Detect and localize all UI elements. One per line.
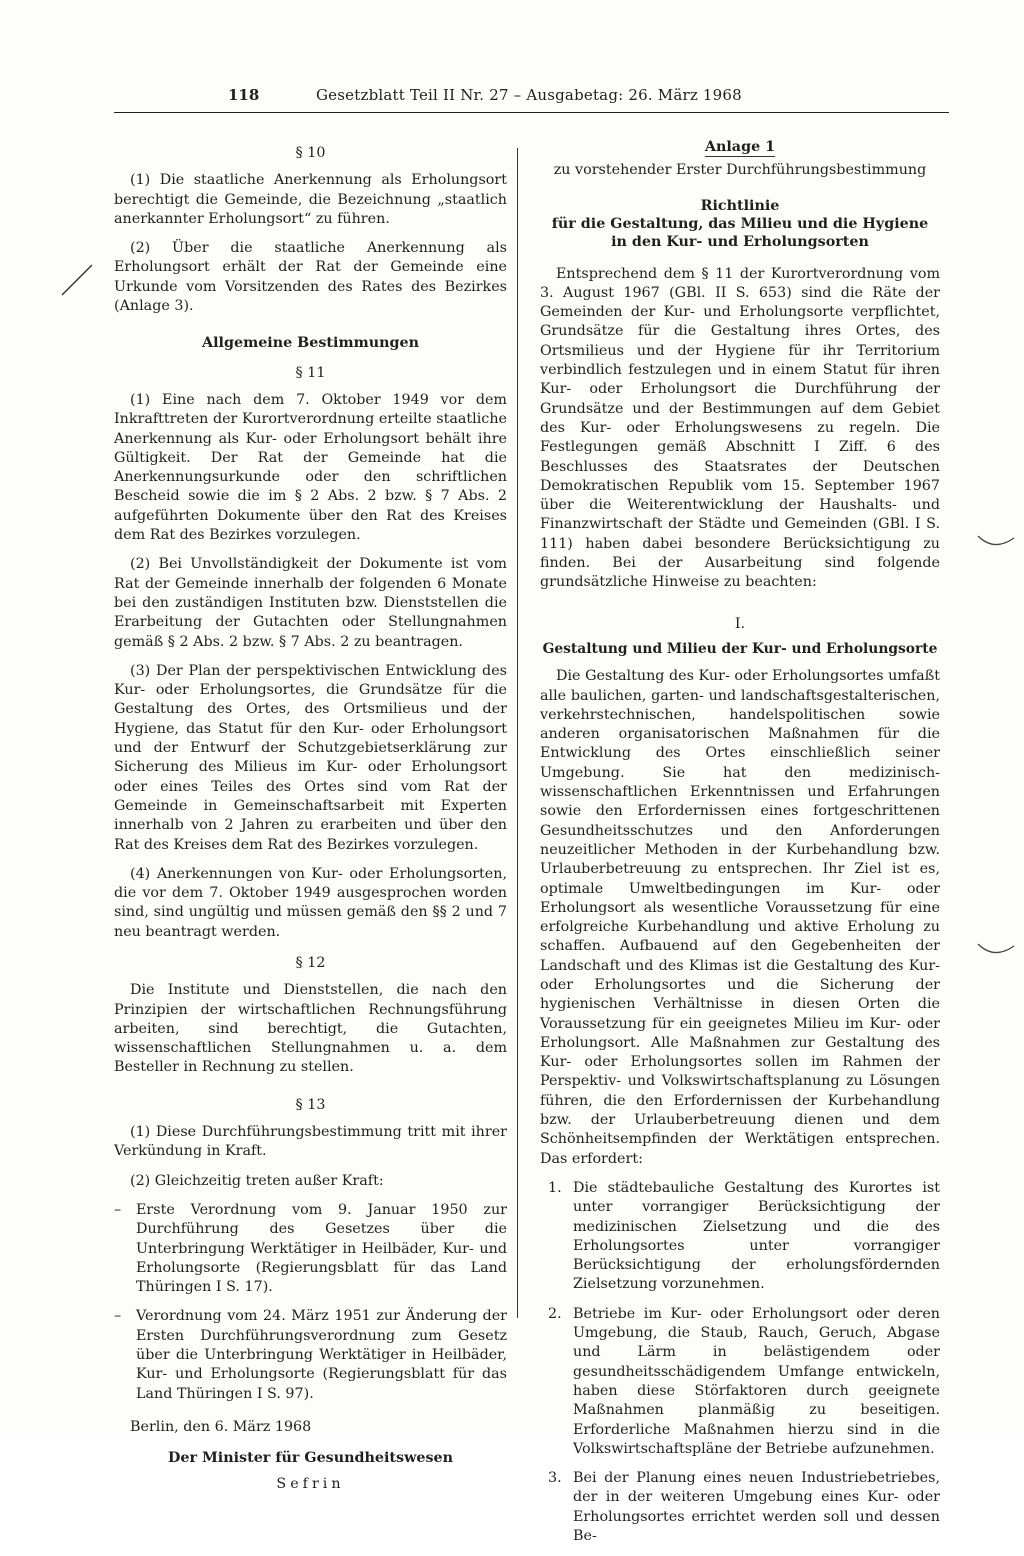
section-11-label: § 11 bbox=[295, 364, 326, 381]
section-11-paragraph-2: (2) Bei Unvollständigkeit der Dokumente ist vom Rat der Gemeinde innerhalb der folgenden 6 Monate bei den zuständigen Instituten bzw. Dienststellen die Erarbeitung der Gutachten oder Stellungnahmen gemäß § 2 Abs. 2 bzw. § 7 Abs. 2 zu beantragen. bbox=[114, 556, 507, 650]
annex-label bbox=[540, 138, 940, 157]
signature-name: Sefrin bbox=[276, 1475, 345, 1492]
item-text: Die städtebauliche Gestaltung des Kurortes ist unter vorrangiger Berücksichtigung der medizinischen Zielsetzung und die des Erholungsortes unter vorrangiger Berücksichtigung der erholungsfördernden Zielsetzung vorzunehmen. bbox=[573, 1179, 940, 1293]
item-text: Betriebe im Kur- oder Erholungsort oder deren Umgebung, die Staub, Rauch, Geruch, Abgase und Lärm in belästigendem oder gesundheitsschädigendem Umfange entwickeln, haben diese Störfaktoren durch geeignete Maßnahmen planmäßig zu beseitigen. Erforderliche Maßnahmen hierzu sind in die Volkswirtschaftspläne der Betriebe aufzunehmen. bbox=[573, 1305, 940, 1457]
section-10-paragraph-2: (2) Über die staatliche Anerkennung als Erholungsort erhält der Rat der Gemeinde eine Urkunde vom Vorsitzenden des Rates des Bezirkes (Anlage 3). bbox=[114, 240, 507, 315]
dash-marker: – bbox=[114, 1308, 122, 1325]
page-number: 118 bbox=[228, 86, 260, 104]
section-12-label: § 12 bbox=[295, 954, 326, 971]
section-13-paragraph-2: (2) Gleichzeitig treten außer Kraft: bbox=[130, 1172, 384, 1189]
section-13-label: § 13 bbox=[295, 1096, 326, 1113]
repealed-item-text: Verordnung vom 24. März 1951 zur Änderung der Ersten Durchführungsverordnung zum Gesetz über die Unterbringung Werktätiger in Heilbäder, Kur- und Erholungsorte (Regierungsblatt für das Land Thüringen I S. 97). bbox=[136, 1308, 507, 1402]
pen-mark bbox=[56, 262, 96, 298]
right-column bbox=[540, 138, 940, 1556]
margin-curve-mark bbox=[976, 530, 1018, 554]
section-10-label: § 10 bbox=[295, 145, 326, 161]
column-divider bbox=[517, 148, 518, 1318]
item-text: Bei der Planung eines neuen Industriebetriebes, der in der weiteren Umgebung eines Kur- oder Erholungsortes errichtet werden soll und dessen Be- bbox=[573, 1470, 940, 1544]
section-roman-numeral: I. bbox=[734, 615, 746, 632]
numbered-item bbox=[540, 1469, 940, 1546]
place-and-date: Berlin, den 6. März 1968 bbox=[130, 1418, 312, 1435]
item-number: 3. bbox=[548, 1470, 562, 1487]
section-13-paragraph-1: (1) Diese Durchführungsbestimmung tritt mit ihrer Verkündung in Kraft. bbox=[114, 1124, 507, 1160]
dash-marker: – bbox=[114, 1201, 122, 1218]
header-title: Gesetzblatt Teil II Nr. 27 – Ausgabetag: 26. März 1968 bbox=[316, 86, 742, 104]
section-heading: Gestaltung und Milieu der Kur- und Erholungsorte bbox=[542, 640, 938, 657]
repealed-item bbox=[114, 1307, 507, 1403]
guideline-title-line-3: in den Kur- und Erholungsorten bbox=[611, 233, 869, 250]
numbered-item bbox=[540, 1305, 940, 1459]
repealed-item-text: Erste Verordnung vom 9. Januar 1950 zur Durchführung des Gesetzes über die Unterbringung Werktätiger in Heilbäder, Kur- und Erholungsorte (Regierungsblatt für das Land Thüringen I S. 17). bbox=[136, 1201, 507, 1296]
section-10-paragraph-1: (1) Die staatliche Anerkennung als Erholungsort berechtigt die Gemeinde, die Bezeichnung „staatlich anerkannter Erholungsort“ zu führen. bbox=[114, 172, 507, 227]
intro-paragraph: Entsprechend dem § 11 der Kurortverordnung vom 3. August 1967 (GBl. II S. 653) sind die Räte der Gemeinden der Kur- und Erholungsorte verpflichtet, Grundsätze für die Gestaltung ihres Ortes, des Ortsmilieus und der Hygiene für ihr Territorium verbindlich festzulegen und in einem Statut für ihren Kur- oder Erholungsort die Durchführung der Grundsätze und der Bestimmungen auf dem Gebiet des Kur- oder Erholungswesens zu regeln. Die Festlegungen gemäß Abschnitt I Ziff. 6 des Beschlusses des Staatsrates der Deutschen Demokratischen Republik vom 15. September 1967 über die Weiterentwicklung der Haushalts- und Finanzwirtschaft der Städte und Gemeinden (GBl. I S. 111) haben dabei besondere Berücksichtigung zu finden. Bei der Ausarbeitung sind folgende grundsätzliche Hinweise zu beachten: bbox=[540, 265, 940, 591]
guideline-title bbox=[540, 197, 940, 251]
margin-curve-mark bbox=[976, 938, 1018, 962]
item-number: 1. bbox=[548, 1179, 562, 1196]
item-number: 2. bbox=[548, 1305, 562, 1322]
guideline-title-line-2: für die Gestaltung, das Milieu und die Hygiene bbox=[551, 215, 929, 232]
left-column bbox=[114, 138, 507, 1494]
signature-title: Der Minister für Gesundheitswesen bbox=[167, 1450, 454, 1467]
numbered-item bbox=[540, 1179, 940, 1295]
annex-subtitle: zu vorstehender Erster Durchführungsbestimmung bbox=[553, 162, 927, 179]
section-12-paragraph-1: Die Institute und Dienststellen, die nach den Prinzipien der wirtschaftlichen Rechnungsführung arbeiten, sind berechtigt, die Gutachten, wissenschaftlichen Stellungnahmen u. a. dem Besteller in Rechnung zu stellen. bbox=[114, 982, 507, 1076]
section-body: Die Gestaltung des Kur- oder Erholungsortes umfaßt alle baulichen, garten- und landschaftsgestalterischen, verkehrstechnischen, handelspolitischen sowie anderen organisatorischen Maßnahmen für die Entwicklung des Ortes einschließlich seiner Umgebung. Sie hat den medizinisch-wissenschaftlichen Erkenntnissen und Erfahrungen sowie den Erfordernissen eines fortgeschrittenen Gesundheitsschutzes und den Anforderungen neuzeitlicher Methoden in der Kurbehandlung bzw. Urlauberbetreuung zu entsprechen. Ihr Ziel ist es, optimale Umweltbedingungen im Kur- oder Erholungsort als wesentliche Voraussetzung für eine erfolgreiche Kurbehandlung und aktive Erholung zu schaffen. Aufbauend auf den Gegebenheiten der Landschaft und des Klimas ist die Gestaltung des Kur- oder Erholungsortes und die Sicherung der hygienischen Verhältnisse in diesen Orten die Voraussetzung für ein geeignetes Milieu im Kur- oder Erholungsort. Alle Maßnahmen zur Gestaltung des Kur- oder Erholungsortes sollen im Rahmen der Perspektiv- und Volkswirtschaftsplanung zu Lösungen führen, die den Erfordernissen der Kurbehandlung bzw. der Urlauberbetreuung dienen und dem Schönheitsempfinden der Werktätigen entsprechen. Das erfordert: bbox=[540, 668, 940, 1167]
annex-label-text: Anlage 1 bbox=[704, 139, 776, 155]
header-rule bbox=[114, 112, 949, 113]
section-11-paragraph-1: (1) Eine nach dem 7. Oktober 1949 vor dem Inkrafttreten der Kurortverordnung erteilte staatliche Anerkennung als Kur- oder Erholungsort behält ihre Gültigkeit. Der Rat der Gemeinde hat die Anerkennungsurkunde oder den schriftlichen Bescheid sowie die im § 2 Abs. 2 bzw. § 7 Abs. 2 aufgeführten Dokumente über den Rat des Kreises dem Rat des Bezirkes vorzulegen. bbox=[114, 391, 507, 544]
general-provisions-heading: Allgemeine Bestimmungen bbox=[202, 335, 419, 352]
repealed-item bbox=[114, 1201, 507, 1297]
section-11-paragraph-3: (3) Der Plan der perspektivischen Entwicklung des Kur- oder Erholungsortes, die Grundsätze für die Gestaltung des Ortes, des Ortsmilieus und der Hygiene, das Statut für den Kur- oder Erholungsort und der Entwurf der Schutzgebietserklärung zur Sicherung des Milieus im Kur- oder Erholungsort oder eines Teiles des Ortes sind vom Rat der Gemeinde in Gemeinschaftsarbeit mit Experten innerhalb von 2 Jahren zu erarbeiten und über den Rat des Kreises dem Rat des Bezirkes vorzulegen. bbox=[114, 662, 507, 853]
guideline-title-line-1: Richtlinie bbox=[700, 197, 780, 214]
section-11-paragraph-4: (4) Anerkennungen von Kur- oder Erholungsorten, die vor dem 7. Oktober 1949 ausgesprochen worden sind, sind ungültig und müssen gemäß den §§ 2 und 7 neu beantragt werden. bbox=[114, 865, 507, 940]
